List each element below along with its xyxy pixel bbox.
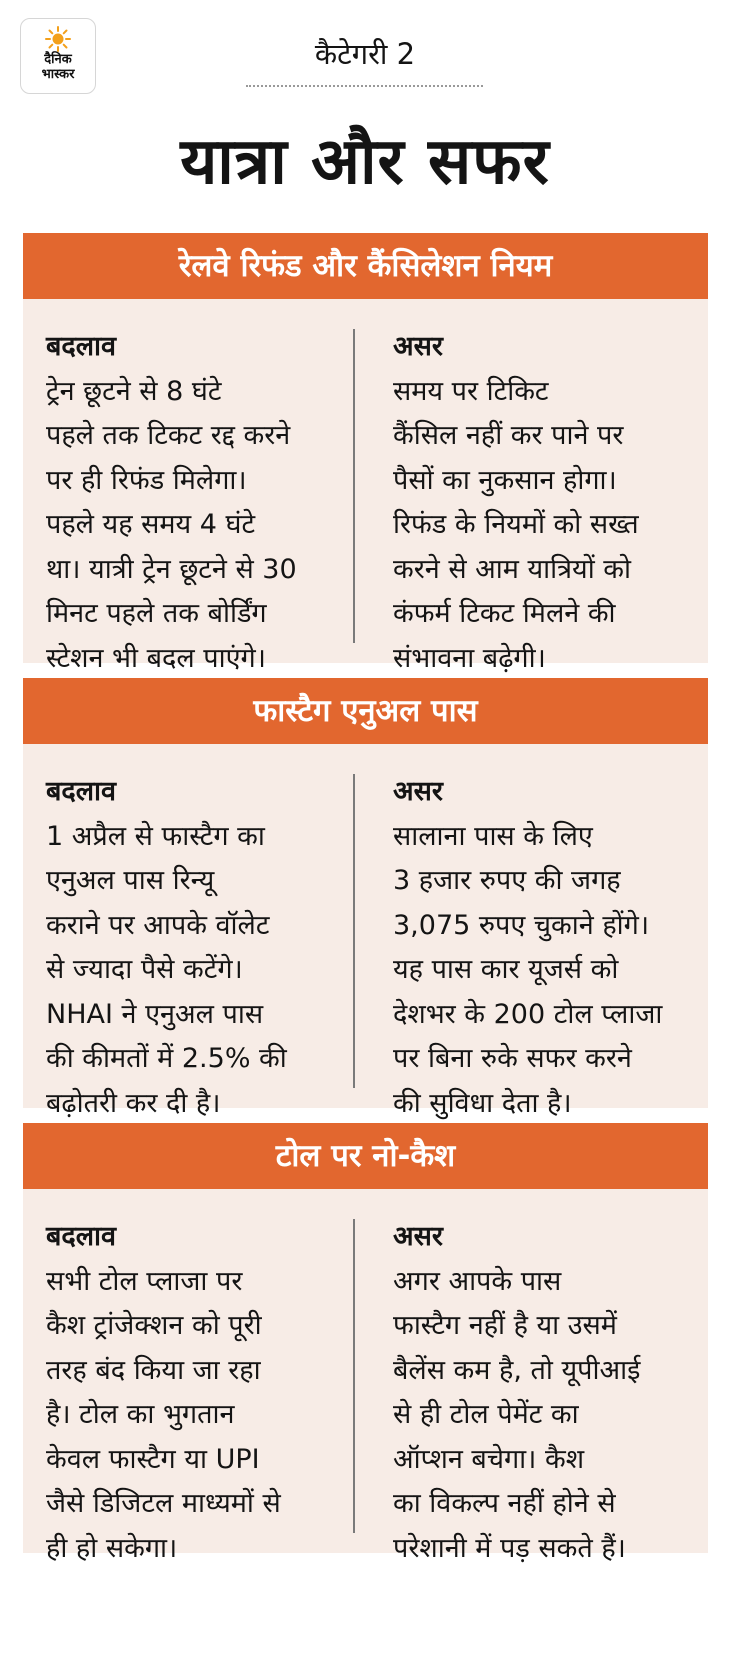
impact-column: [393, 325, 693, 681]
impact-text-line: पैसों का नुकसान होगा।: [393, 464, 617, 496]
change-column: [46, 325, 354, 681]
impact-text-line: अगर आपके पास: [393, 1265, 562, 1297]
impact-text-line: यह पास कार यूजर्स को: [393, 954, 619, 985]
impact-text-line: से ही टोल पेमेंट का: [393, 1399, 579, 1430]
change-text-line: की कीमतों में 2.5% की: [46, 1043, 287, 1074]
impact-column: [393, 770, 693, 1126]
section-toll-no-cash: [23, 1123, 708, 1564]
change-text-line: स्टेशन भी बदल पाएंगे।: [46, 642, 266, 674]
impact-heading: असर: [393, 776, 443, 807]
impact-text-line: देशभर के 200 टोल प्लाजा: [393, 998, 663, 1030]
column-divider: [353, 329, 355, 643]
section-railway-refund: [23, 233, 708, 674]
section-heading: फास्टैग एनुअल पास: [23, 678, 708, 744]
impact-text-line: का विकल्प नहीं होने से: [393, 1488, 616, 1519]
change-text-line: बढ़ोतरी कर दी है।: [46, 1087, 221, 1119]
impact-text-line: 3,075 रुपए चुकाने होंगे।: [393, 909, 650, 941]
page-title: यात्रा और सफर: [180, 125, 550, 199]
change-text-line: पर ही रिफंड मिलेगा।: [46, 464, 247, 496]
logo-line-1: दैनिक: [44, 52, 72, 67]
change-text-line: से ज्यादा पैसे कटेंगे।: [46, 954, 243, 985]
change-heading: बदलाव: [46, 776, 117, 807]
change-heading: बदलाव: [46, 331, 117, 362]
impact-text-line: बैलेंस कम है, तो यूपीआई: [393, 1354, 641, 1386]
impact-text-line: कंफर्म टिकट मिलने की: [393, 598, 616, 629]
change-text-line: जैसे डिजिटल माध्यमों से: [46, 1488, 281, 1519]
change-column: [46, 1215, 354, 1571]
impact-text-line: की सुविधा देता है।: [393, 1087, 572, 1119]
change-text-line: मिनट पहले तक बोर्डिंग: [46, 598, 267, 629]
dotted-divider: [246, 85, 483, 87]
change-text-line: केवल फास्टैग या UPI: [46, 1443, 260, 1475]
impact-text-line: सालाना पास के लिए: [393, 820, 593, 852]
change-text-line: पहले तक टिकट रद्द करने: [46, 420, 291, 451]
change-column: [46, 770, 354, 1126]
impact-text-line: परेशानी में पड़ सकते हैं।: [393, 1532, 626, 1564]
change-text-line: ट्रेन छूटने से 8 घंटे: [46, 375, 222, 407]
column-divider: [353, 1219, 355, 1533]
impact-text-line: रिफंड के नियमों को सख्त: [393, 509, 639, 540]
impact-text-line: करने से आम यात्रियों को: [393, 553, 632, 585]
column-divider: [353, 774, 355, 1088]
section-fastag-annual-pass: [23, 678, 708, 1119]
logo-line-2: भास्कर: [41, 67, 75, 82]
impact-text-line: फास्टैग नहीं है या उसमें: [393, 1310, 617, 1341]
category-label: कैटेगरी 2: [314, 37, 416, 71]
impact-heading: असर: [393, 1221, 443, 1252]
impact-text-line: ऑप्शन बचेगा। कैश: [393, 1443, 585, 1475]
impact-column: [393, 1215, 693, 1571]
change-text-line: कराने पर आपके वॉलेट: [46, 909, 270, 941]
change-text-line: था। यात्री ट्रेन छूटने से 30: [46, 553, 297, 585]
change-text-line: कैश ट्रांजेक्शन को पूरी: [46, 1310, 262, 1341]
change-text-line: ही हो सकेगा।: [46, 1532, 178, 1564]
impact-text-line: पर बिना रुके सफर करने: [393, 1043, 632, 1074]
impact-text-line: कैंसिल नहीं कर पाने पर: [393, 420, 624, 451]
impact-text-line: संभावना बढ़ेगी।: [393, 642, 546, 674]
impact-text-line: समय पर टिकिट: [393, 375, 549, 407]
change-text-line: है। टोल का भुगतान: [46, 1399, 235, 1430]
change-text-line: पहले यह समय 4 घंटे: [46, 509, 256, 540]
change-text-line: 1 अप्रैल से फास्टैग का: [46, 820, 265, 852]
impact-text-line: 3 हजार रुपए की जगह: [393, 865, 621, 896]
change-text-line: तरह बंद किया जा रहा: [46, 1354, 261, 1386]
change-text-line: NHAI ने एनुअल पास: [46, 998, 264, 1030]
section-heading: रेलवे रिफंड और कैंसिलेशन नियम: [23, 233, 708, 299]
change-heading: बदलाव: [46, 1221, 117, 1252]
change-text-line: एनुअल पास रिन्यू: [46, 865, 215, 896]
change-text-line: सभी टोल प्लाजा पर: [46, 1265, 243, 1297]
section-heading: टोल पर नो-कैश: [23, 1123, 708, 1189]
impact-heading: असर: [393, 331, 443, 362]
